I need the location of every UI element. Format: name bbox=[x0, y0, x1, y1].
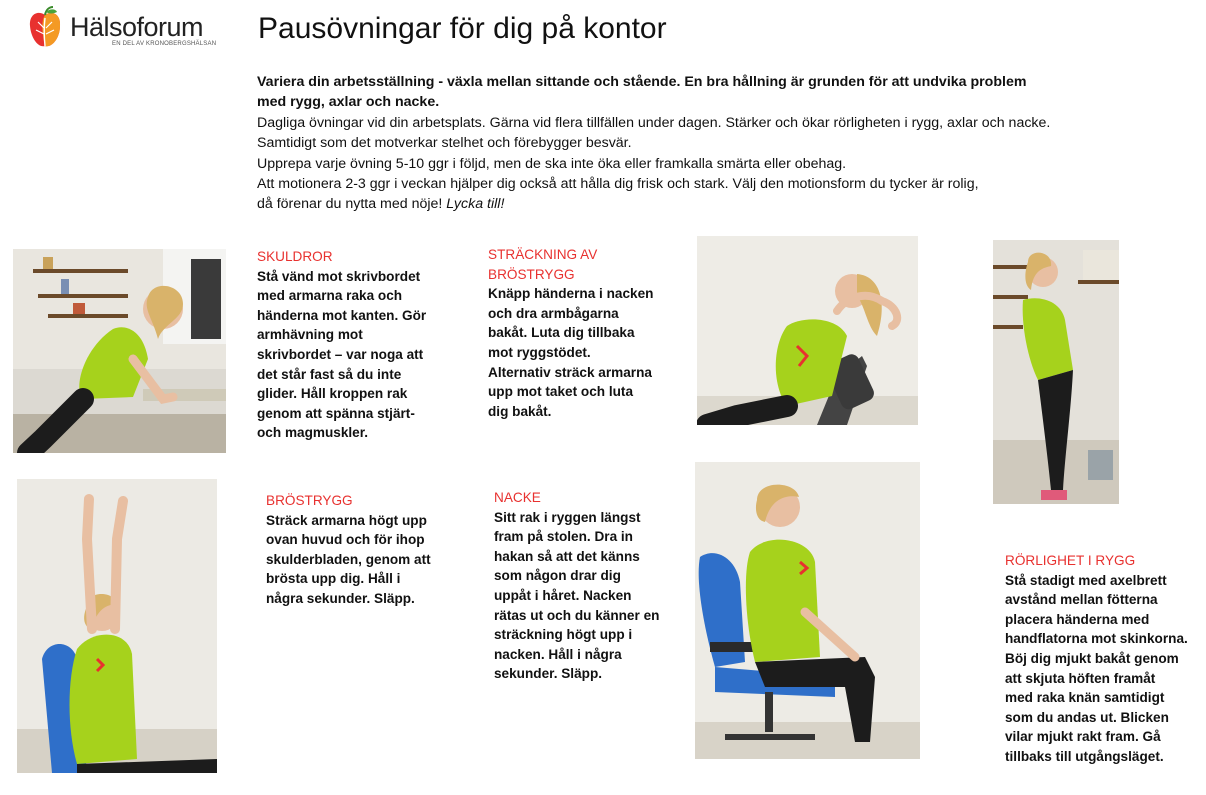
exercise-line: fram på stolen. Dra in bbox=[494, 529, 633, 545]
exercise-line: Stå vänd mot skrivbordet bbox=[257, 268, 421, 284]
intro-line bbox=[257, 194, 1137, 214]
exercise-line: Alternativ sträck armarna bbox=[488, 364, 652, 380]
exercise-line: Böj dig mjukt bakåt genom bbox=[1005, 650, 1179, 666]
photo-skuldror bbox=[13, 249, 226, 453]
exercise-line: vilar mjukt rakt fram. Gå bbox=[1005, 729, 1161, 745]
exercise-skuldror bbox=[257, 247, 457, 443]
exercise-line: händerna mot kanten. Gör bbox=[257, 307, 427, 323]
exercise-line: som någon drar dig bbox=[494, 568, 621, 584]
exercise-line: skrivbordet – var noga att bbox=[257, 346, 424, 362]
exercise-heading: NACKE bbox=[494, 490, 541, 505]
exercise-line: Knäpp händerna i nacken bbox=[488, 286, 654, 302]
exercise-line: armhävning mot bbox=[257, 327, 363, 343]
intro-last-plain: då förenar du nytta med nöje! bbox=[257, 196, 447, 213]
apple-logo-icon bbox=[28, 6, 62, 50]
intro-bold-line: Variera din arbetsställning - växla mellan sittande och stående. En bra hållning är grunden för att undvika problem bbox=[257, 74, 1027, 90]
intro-line: Att motionera 2-3 ggr i veckan hjälper dig också att hålla dig frisk och stark. Välj den motionsform du tycker är rolig, bbox=[257, 176, 979, 193]
logo-tagline: EN DEL AV KRONOBERGSHÄLSAN bbox=[112, 41, 217, 47]
exercise-line: glider. Håll kroppen rak bbox=[257, 386, 408, 402]
exercise-line: med raka knän samtidigt bbox=[1005, 690, 1165, 706]
exercise-rorlighet bbox=[1005, 551, 1205, 767]
photo-nacke bbox=[695, 462, 920, 759]
exercise-line: med armarna raka och bbox=[257, 288, 403, 304]
exercise-line: hakan så att det känns bbox=[494, 548, 640, 564]
exercise-line: sekunder. Släpp. bbox=[494, 666, 603, 682]
intro-text bbox=[257, 72, 1137, 215]
exercise-line: Sträck armarna högt upp bbox=[266, 512, 427, 528]
page-title: Pausövningar för dig på kontor bbox=[258, 12, 667, 45]
intro-line: Dagliga övningar vid din arbetsplats. Gärna vid flera tillfällen under dagen. Stärker och ökar rörligheten i rygg, axlar och nacke. bbox=[257, 114, 1051, 131]
exercise-line: upp mot taket och luta bbox=[488, 384, 634, 400]
exercise-line: skulderbladen, genom att bbox=[266, 551, 431, 567]
exercise-heading: BRÖSTRYGG bbox=[266, 493, 353, 508]
intro-bold-line: med rygg, axlar och nacke. bbox=[257, 94, 440, 111]
exercise-line: några sekunder. Släpp. bbox=[266, 590, 415, 606]
exercise-strackning bbox=[488, 245, 688, 421]
exercise-line: det står fast så du inte bbox=[257, 366, 402, 382]
logo bbox=[28, 4, 217, 52]
exercise-line: ovan huvud och för ihop bbox=[266, 532, 425, 548]
exercise-line: mot ryggstödet. bbox=[488, 344, 591, 360]
exercise-nacke bbox=[494, 488, 694, 684]
exercise-line: som du andas ut. Blicken bbox=[1005, 709, 1169, 725]
intro-line: Upprepa varje övning 5-10 ggr i följd, men de ska inte öka eller framkalla smärta eller obehag. bbox=[257, 155, 847, 172]
exercise-line: avstånd mellan fötterna bbox=[1005, 592, 1158, 608]
exercise-brostrygg bbox=[266, 491, 466, 609]
photo-strackning bbox=[697, 236, 918, 425]
exercise-heading: SKULDROR bbox=[257, 249, 333, 264]
exercise-line: dig bakåt. bbox=[488, 403, 552, 419]
exercise-line: handflatorna mot skinkorna. bbox=[1005, 631, 1188, 647]
exercise-line: sträckning högt upp i bbox=[494, 627, 633, 643]
intro-line: Samtidigt som det motverkar stelhet och förebygger besvär. bbox=[257, 135, 632, 152]
exercise-line: bakåt. Luta dig tillbaka bbox=[488, 325, 635, 341]
exercise-heading: BRÖSTRYGG bbox=[488, 266, 575, 282]
exercise-line: rätas ut och du känner en bbox=[494, 607, 660, 623]
exercise-line: och magmuskler. bbox=[257, 425, 369, 441]
exercise-line: att skjuta höften framåt bbox=[1005, 670, 1156, 686]
exercise-line: brösta upp dig. Håll i bbox=[266, 571, 401, 587]
logo-name: Hälsoforum bbox=[70, 12, 204, 42]
exercise-line: uppåt i håret. Nacken bbox=[494, 587, 632, 603]
exercise-heading: STRÄCKNING AV bbox=[488, 247, 598, 262]
exercise-line: Sitt rak i ryggen längst bbox=[494, 509, 641, 525]
intro-last-italic: Lycka till! bbox=[446, 196, 505, 213]
exercise-line: genom att spänna stjärt- bbox=[257, 405, 415, 421]
exercise-line: nacken. Håll i några bbox=[494, 646, 622, 662]
photo-brostrygg bbox=[17, 479, 217, 773]
photo-rorlighet bbox=[993, 240, 1119, 504]
exercise-line: och dra armbågarna bbox=[488, 305, 619, 321]
exercise-line: placera händerna med bbox=[1005, 611, 1150, 627]
exercise-heading: RÖRLIGHET I RYGG bbox=[1005, 553, 1136, 568]
exercise-line: tillbaks till utgångsläget. bbox=[1005, 748, 1164, 764]
exercise-line: Stå stadigt med axelbrett bbox=[1005, 572, 1167, 588]
